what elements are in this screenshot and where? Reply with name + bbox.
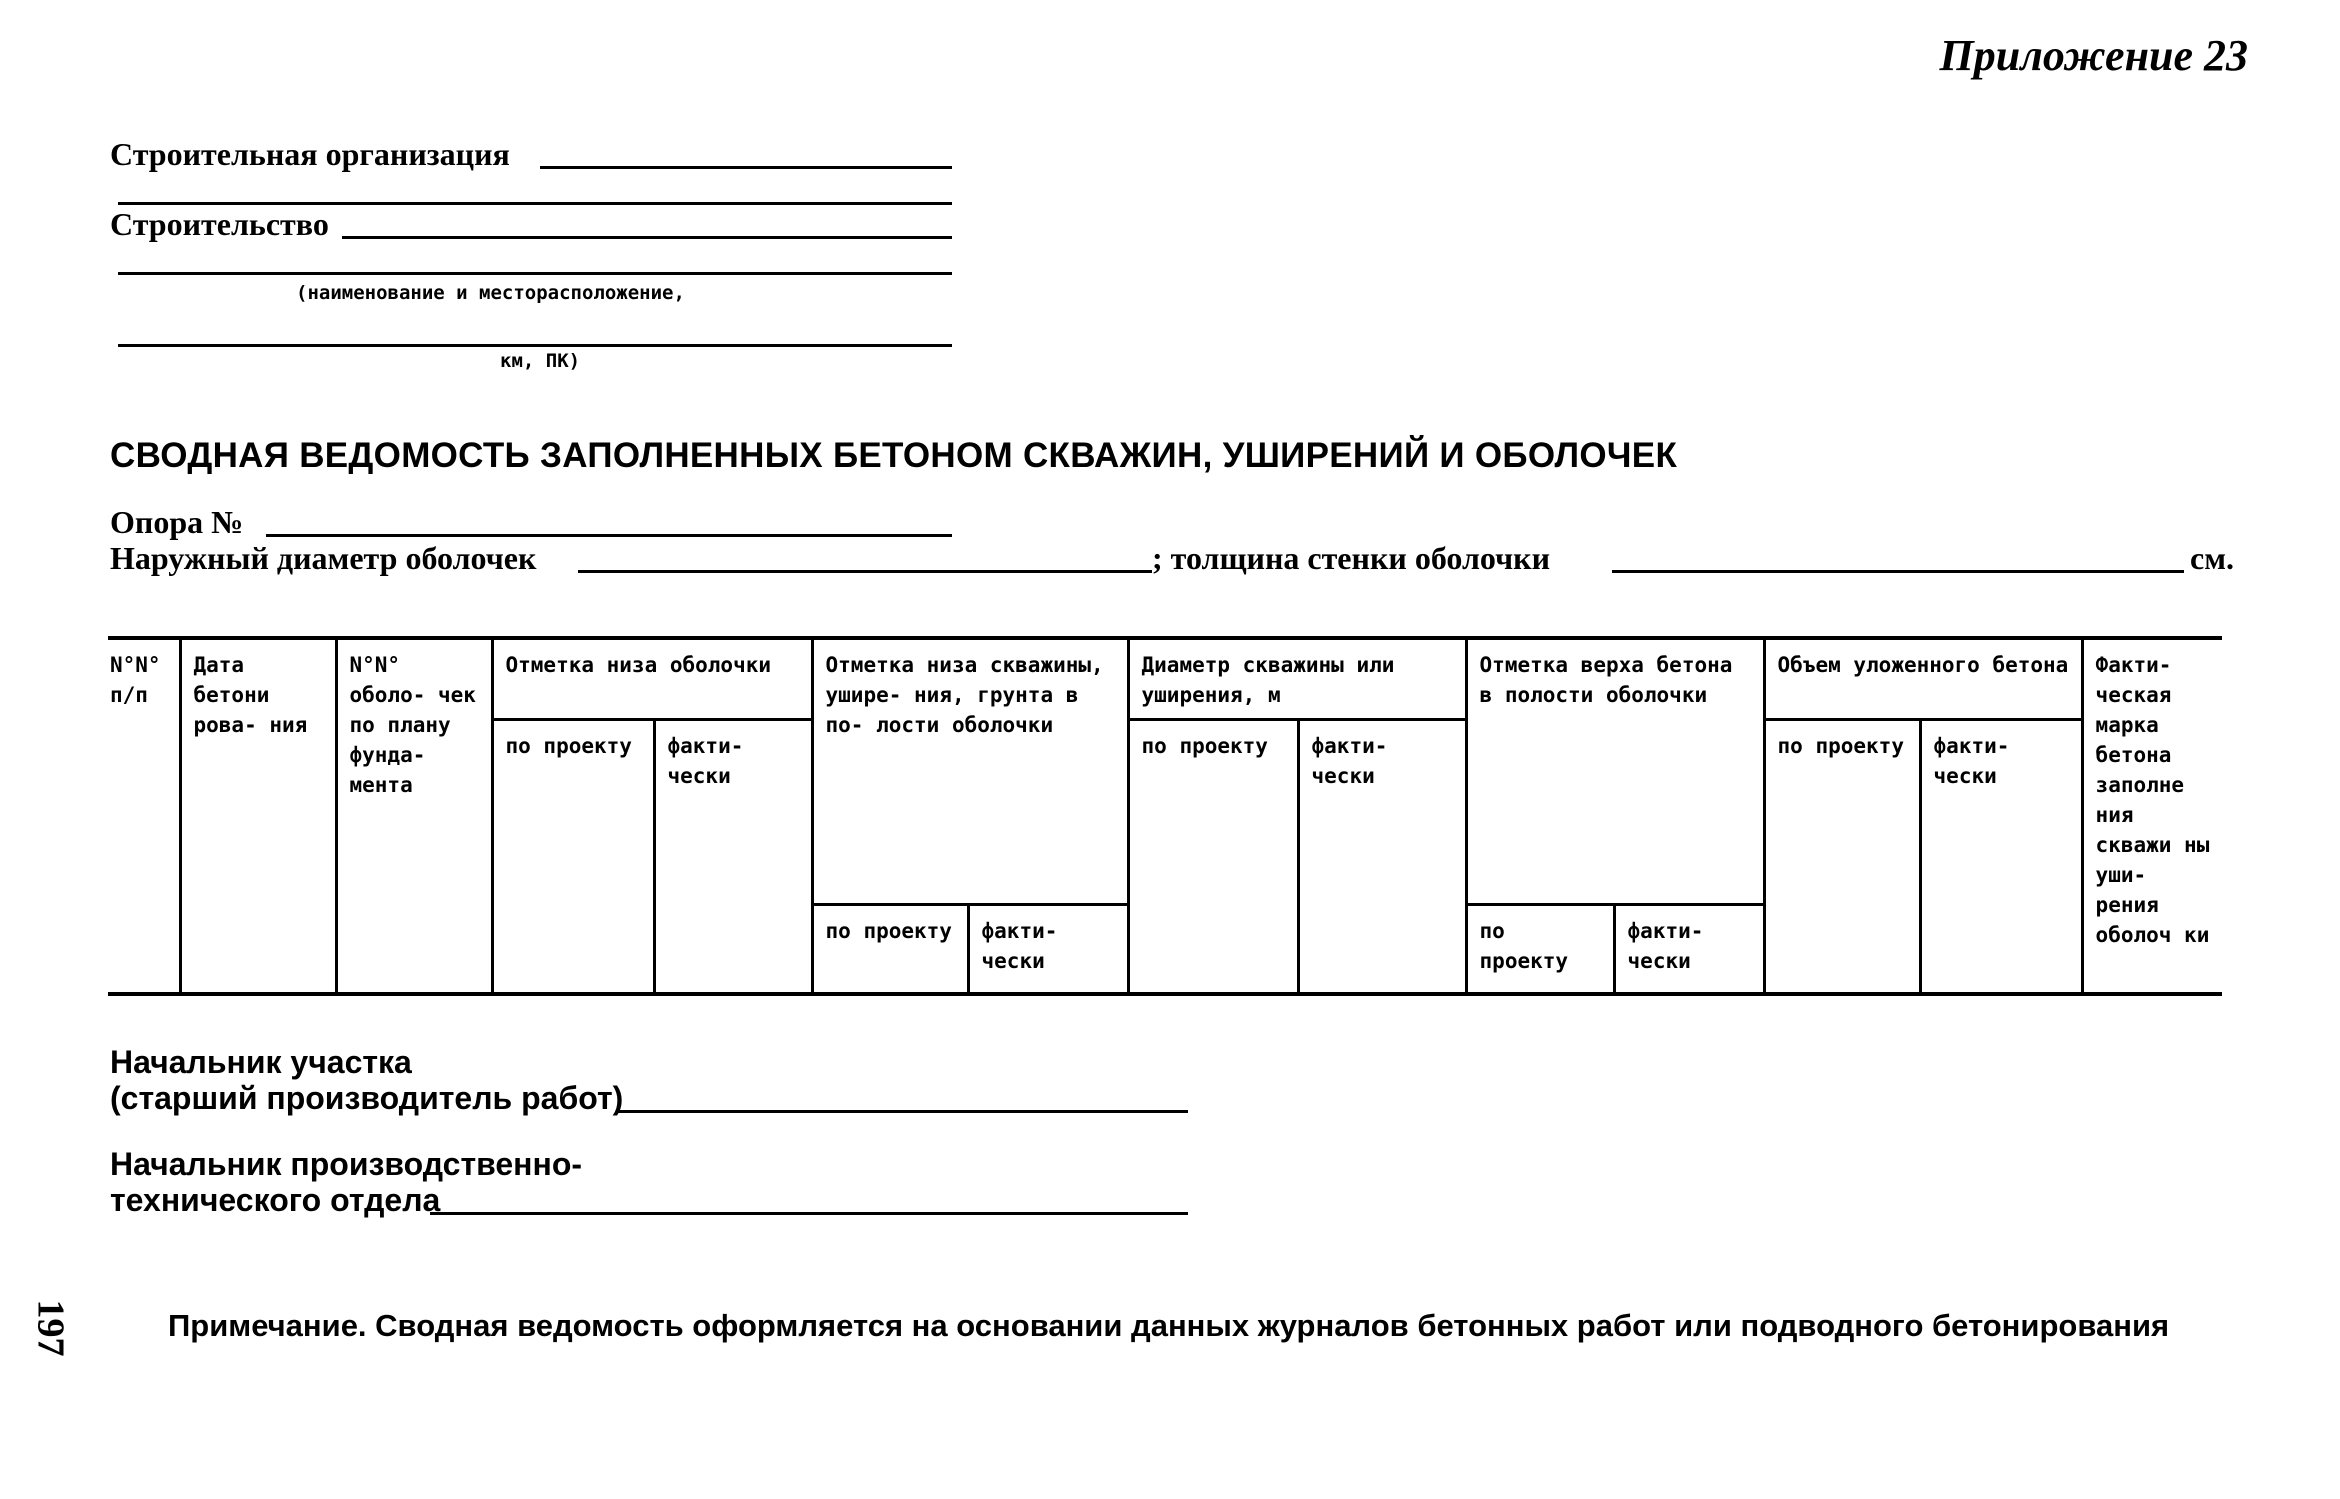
summary-table bbox=[108, 636, 2222, 996]
document-title: СВОДНАЯ ВЕДОМОСТЬ ЗАПОЛНЕННЫХ БЕТОНОМ СКВАЖИН, УШИРЕНИЙ И ОБОЛОЧЕК bbox=[110, 436, 1678, 475]
header-number: N°N° п/п bbox=[108, 638, 180, 994]
header-bottom-well: Отметка низа скважины, ушире- ния, грунта в по- лости оболочки bbox=[812, 638, 1128, 904]
header-bottom-shell: Отметка низа оболочки bbox=[492, 638, 812, 720]
diameter-field-line[interactable] bbox=[578, 570, 1152, 573]
diameter-label: Наружный диаметр оболочек bbox=[110, 540, 537, 576]
dept-label-2: технического отдела bbox=[110, 1182, 441, 1218]
construction-caption-2: км, ПК) bbox=[500, 350, 581, 372]
header-date: Дата бетони рова- ния bbox=[180, 638, 336, 994]
unit-label: см. bbox=[2190, 540, 2234, 576]
diameter-actual: факти- чески bbox=[1298, 720, 1466, 995]
header-diameter: Диаметр скважины или уширения, м bbox=[1128, 638, 1466, 720]
chief-signature-line[interactable] bbox=[616, 1110, 1188, 1113]
organization-label: Строительная организация bbox=[110, 136, 510, 172]
wall-thickness-label: ; толщина стенки оболочки bbox=[1152, 540, 1551, 576]
page-number: 197 bbox=[29, 1299, 72, 1357]
construction-field-line-2[interactable] bbox=[118, 272, 952, 275]
header-shell-number: N°N° оболо- чек по плану фунда- мента bbox=[336, 638, 492, 994]
dept-label-1: Начальник производственно- bbox=[110, 1146, 583, 1182]
diameter-design: по проекту bbox=[1128, 720, 1298, 995]
construction-field-line[interactable] bbox=[342, 236, 952, 239]
note: Примечание. Сводная ведомость оформляется на основании данных журналов бетонных работ или подводного бетонирования bbox=[168, 1308, 2170, 1343]
chief-label-2: (старший производитель работ) bbox=[110, 1080, 624, 1116]
support-field-line[interactable] bbox=[266, 534, 952, 537]
construction-field-line-3[interactable] bbox=[118, 344, 952, 347]
volume-actual: факти- чески bbox=[1920, 720, 2082, 995]
header-volume: Объем уложенного бетона bbox=[1764, 638, 2082, 720]
top-concrete-actual: факти- чески bbox=[1614, 904, 1764, 994]
top-concrete-design: по проекту bbox=[1466, 904, 1614, 994]
dept-signature-line[interactable] bbox=[430, 1212, 1188, 1215]
construction-label: Строительство bbox=[110, 206, 329, 242]
header-top-concrete: Отметка верха бетона в полости оболочки bbox=[1466, 638, 1764, 904]
volume-design: по проекту bbox=[1764, 720, 1920, 995]
header-concrete-grade: Факти- ческая марка бетона заполне ния скважи ны уши- рения оболоч ки bbox=[2082, 638, 2222, 994]
construction-caption-1: (наименование и месторасположение, bbox=[296, 282, 685, 304]
chief-label-1: Начальник участка bbox=[110, 1044, 412, 1080]
bottom-shell-design: по проекту bbox=[492, 720, 654, 995]
organization-field-line[interactable] bbox=[540, 166, 952, 169]
appendix-label: Приложение 23 bbox=[1939, 31, 2248, 80]
wall-thickness-field-line[interactable] bbox=[1612, 570, 2184, 573]
organization-field-line-2[interactable] bbox=[118, 202, 952, 205]
bottom-well-actual: факти- чески bbox=[968, 904, 1128, 994]
bottom-well-design: по проекту bbox=[812, 904, 968, 994]
support-label: Опора № bbox=[110, 504, 244, 540]
bottom-shell-actual: факти- чески bbox=[654, 720, 812, 995]
